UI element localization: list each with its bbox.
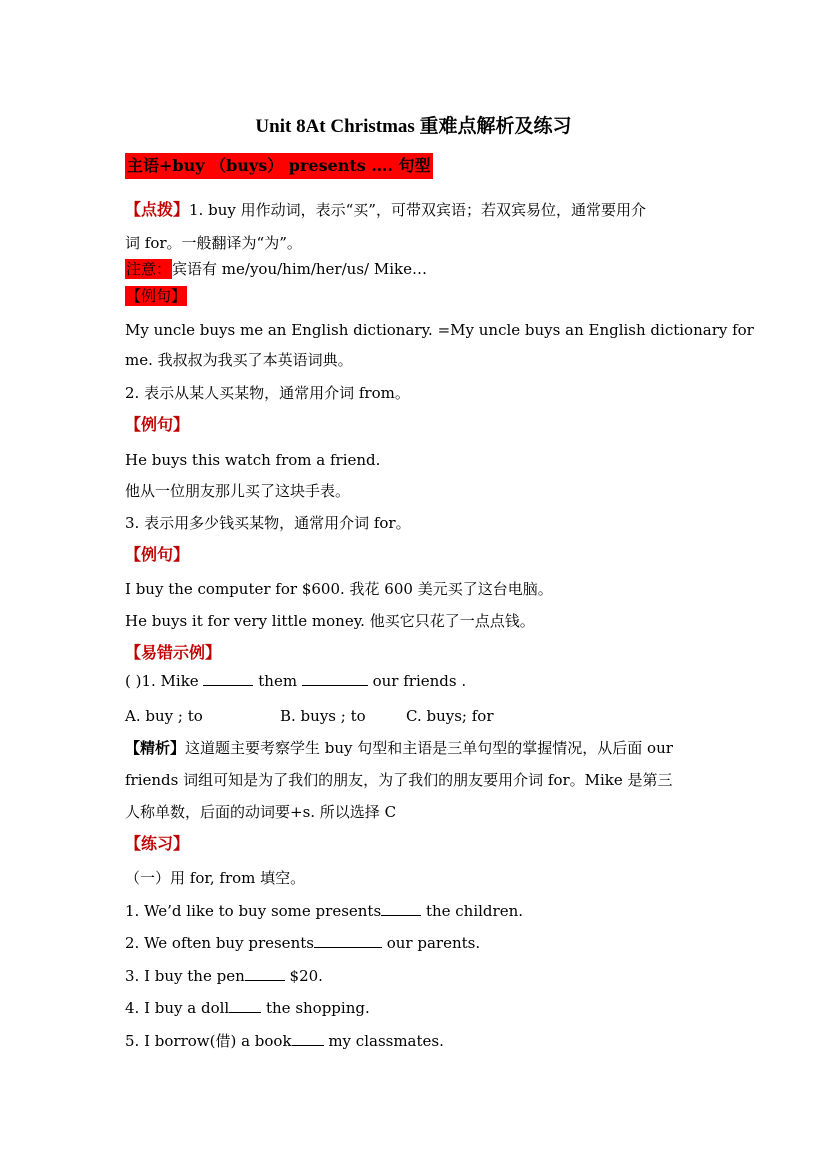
ex1-line-2: me. 我叔叔为我买了本英语词典。 [125, 351, 353, 369]
ex3-line-2: He buys it for very little money. 他买它只花了一点点钱。 [125, 612, 535, 630]
example-label-1-text: 【例句】 [126, 287, 187, 305]
question-1-options [125, 706, 525, 726]
example-label-3: 【例句】 [125, 545, 190, 564]
question-1 [125, 671, 466, 691]
topic-highlight: 主语+buy （buys） presents …. 句型 [125, 153, 433, 179]
exercise-2-text: 2. We often buy presents [125, 934, 314, 952]
exercise-2 [125, 933, 480, 953]
practice-label: 【练习】 [125, 834, 190, 853]
exercise-2-blank[interactable] [314, 933, 382, 948]
example-label-1 [125, 286, 187, 306]
exercise-5 [125, 1031, 444, 1051]
exercise-4-blank[interactable] [229, 998, 261, 1013]
point-3: 3. 表示用多少钱买某物，通常用介词 for。 [125, 514, 411, 532]
point-2: 2. 表示从某人买某物，通常用介词 from。 [125, 384, 410, 402]
exercise-1 [125, 901, 523, 921]
exercise-5-after: my classmates. [323, 1032, 444, 1050]
ex2-zh: 他从一位朋友那儿买了这块手表。 [125, 482, 351, 500]
practice-instruction: （一）用 for, from 填空。 [125, 869, 306, 887]
exercise-5-blank[interactable] [292, 1031, 324, 1046]
analysis-text-2: friends 词组可知是为了我们的朋友，为了我们的朋友要用介词 for。Mike 是第三 [125, 771, 673, 789]
exercise-1-after: the children. [421, 902, 524, 920]
topic-heading [125, 153, 433, 179]
page-title: Unit 8At Christmas 重难点解析及练习 [255, 116, 572, 137]
exercise-4-text: 4. I buy a doll [125, 999, 230, 1017]
option-c: C. buys; for [406, 707, 494, 725]
exercise-4-after: the shopping. [261, 999, 370, 1017]
example-label-2: 【例句】 [125, 415, 190, 434]
question-1-suffix: our friends . [372, 672, 467, 690]
question-1-mid: them [258, 672, 298, 690]
option-b: B. buys ; to [280, 707, 366, 725]
exercise-3-text: 3. I buy the pen [125, 967, 245, 985]
dianbo-label: 【点拨】 [125, 200, 190, 219]
exercise-5-text: 5. I borrow(借) a book [125, 1032, 292, 1050]
dianbo-text-2: 词 for。一般翻译为“为”。 [125, 234, 302, 252]
note-line [125, 259, 427, 279]
ex2-en: He buys this watch from a friend. [125, 451, 381, 469]
analysis-text-3: 人称单数，后面的动词要+s. 所以选择 C [125, 803, 397, 821]
analysis-label: 【精析】 [125, 739, 186, 757]
question-1-prefix: ( )1. Mike [125, 672, 199, 690]
note-text: 宾语有 me/you/him/her/us/ Mike… [172, 260, 427, 278]
exercise-1-text: 1. We’d like to buy some presents [125, 902, 382, 920]
question-1-blank-2[interactable] [302, 671, 368, 686]
error-example-label: 【易错示例】 [125, 643, 222, 662]
option-a: A. buy ; to [125, 707, 203, 725]
exercise-2-after: our parents. [381, 934, 481, 952]
exercise-3 [125, 966, 323, 986]
exercise-4 [125, 998, 370, 1018]
ex3-line-1: I buy the computer for $600. 我花 600 美元买了这台电脑。 [125, 580, 553, 598]
dianbo-line-1 [125, 200, 646, 220]
exercise-1-blank[interactable] [381, 901, 421, 916]
exercise-3-after: $20. [284, 967, 323, 985]
analysis-text-1: 这道题主要考察学生 buy 句型和主语是三单句型的掌握情况，从后面 our [185, 739, 673, 757]
ex1-line-1: My uncle buys me an English dictionary. =My uncle buys an English dictionary for [125, 321, 754, 339]
dianbo-text-1: 1. buy 用作动词，表示“买”，可带双宾语；若双宾易位，通常要用介 [189, 201, 646, 219]
analysis-line-1 [125, 738, 673, 758]
exercise-3-blank[interactable] [245, 966, 285, 981]
note-label: 注意： [126, 260, 172, 278]
question-1-blank-1[interactable] [203, 671, 253, 686]
